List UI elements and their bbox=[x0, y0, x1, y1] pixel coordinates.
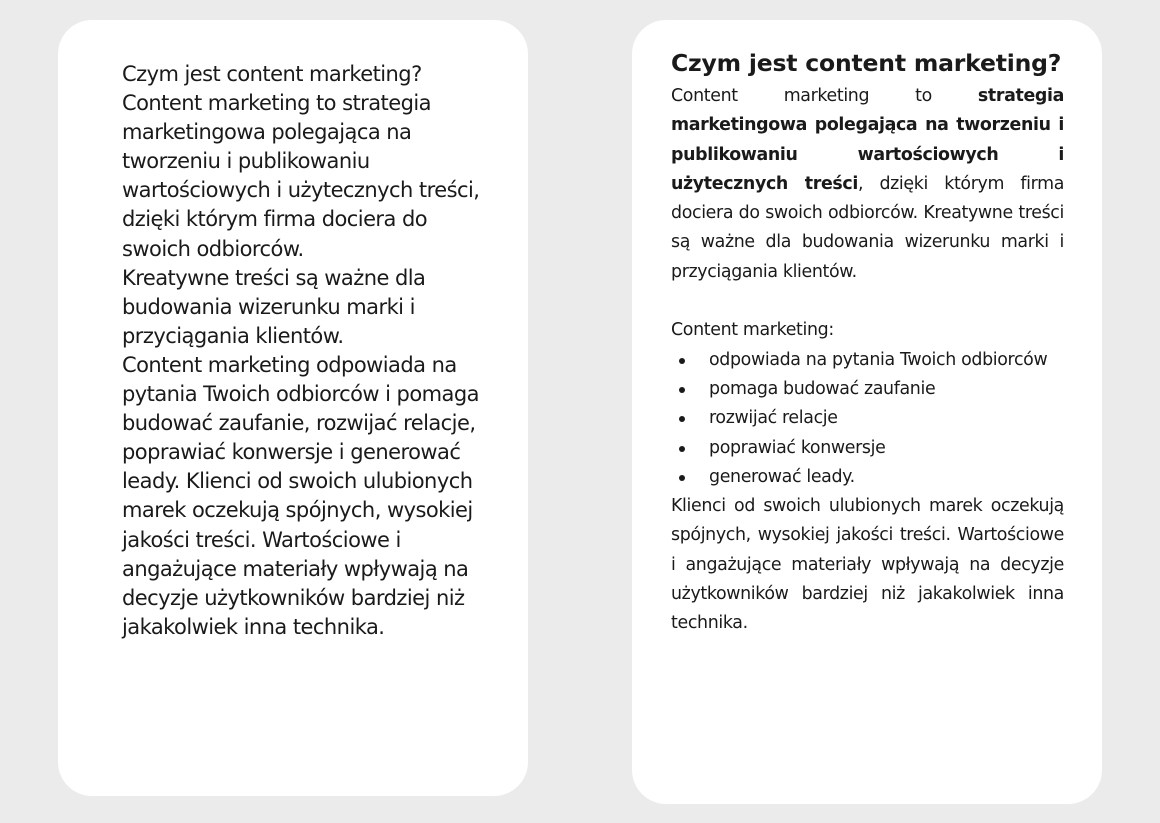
bullet-list bbox=[671, 346, 1064, 492]
left-paragraph: Kreatywne treści są ważne dla budowania wizerunku marki i przyciągania klientów. bbox=[122, 265, 426, 348]
left-card-text bbox=[122, 60, 482, 642]
left-paragraph: Czym jest content marketing? Content marketing to strategia marketingowa polegająca na tworzeniu i publikowaniu wartościowych i użytecznych treści, dzięki którym firma dociera do swoich odbiorców. bbox=[122, 62, 480, 261]
list-item: poprawiać konwersje bbox=[709, 434, 1064, 463]
intro-lead: Content marketing to bbox=[671, 86, 978, 106]
list-item: rozwijać relacje bbox=[709, 404, 1064, 433]
paragraph-spacer bbox=[671, 287, 1064, 316]
left-paragraph: Content marketing odpowiada na pytania Twoich odbiorców i pomaga budować zaufanie, rozwijać relacje, poprawiać konwersje i generować leady. Klienci od swoich ulubionych marek oczekują spójnych, wysokiej jakości treści. Wartościowe i angażujące materiały wpływają na decyzje użytkowników bardziej niż jakakolwiek inna technika. bbox=[122, 352, 479, 639]
intro-paragraph bbox=[671, 82, 1064, 287]
list-item: generować leady. bbox=[709, 463, 1064, 492]
right-card-content bbox=[671, 44, 1064, 639]
closing-paragraph: Klienci od swoich ulubionych marek oczekują spójnych, wysokiej jakości treści. Wartościowe i angażujące materiały wpływają na decyzje użytkowników bardziej niż jakakolwiek inna technika. bbox=[671, 496, 1064, 634]
intro-bold-definition: strategia marketingowa polegająca na tworzeniu i publikowaniu wartościowych i użytecznych treści bbox=[671, 86, 1064, 194]
left-text-card bbox=[58, 20, 528, 796]
list-heading: Content marketing: bbox=[671, 320, 834, 341]
list-item: pomaga budować zaufanie bbox=[709, 375, 1064, 404]
right-text-card bbox=[632, 20, 1102, 804]
intro-rest: , dzięki którym firma dociera do swoich odbiorców. Kreatywne treści są ważne dla budowania wizerunku marki i przyciągania klientów. bbox=[671, 173, 1065, 282]
list-item: odpowiada na pytania Twoich odbiorców bbox=[709, 346, 1064, 375]
card-title: Czym jest content marketing? bbox=[671, 49, 1062, 77]
